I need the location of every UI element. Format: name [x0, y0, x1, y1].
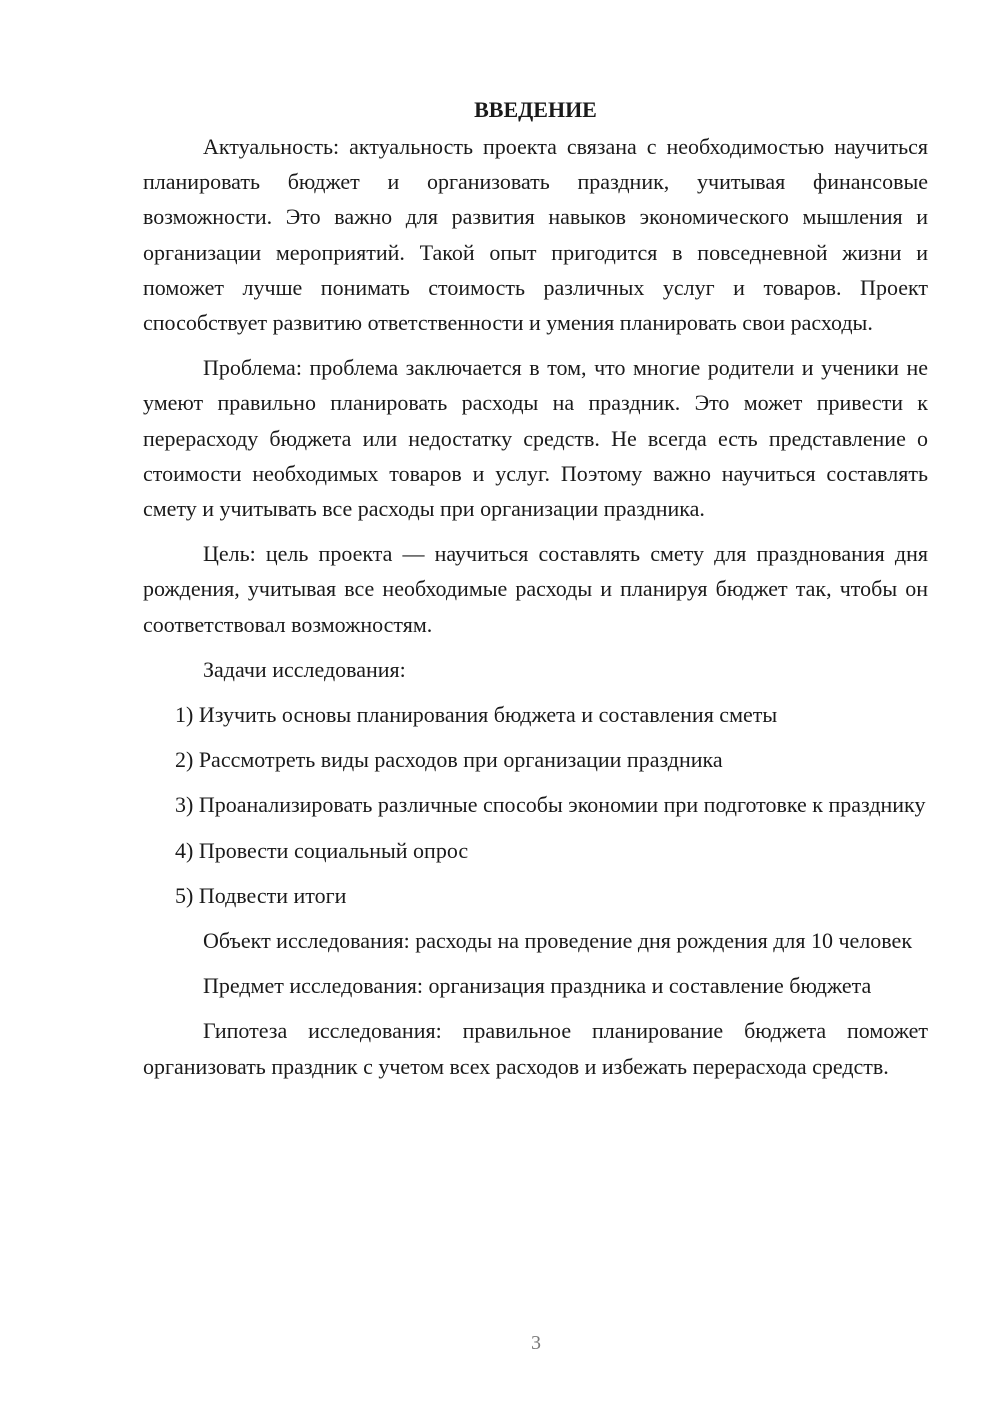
problem-paragraph: Проблема: проблема заключается в том, что многие родители и ученики не умеют правильно планировать расходы на праздник. Это может привести к перерасходу бюджета или недостатку средств. Не всегда есть представление о стоимости необходимых товаров и услуг. Поэтому важно научиться составлять смету и учитывать все расходы при организации праздника. — [143, 355, 928, 522]
goal-paragraph: Цель: цель проекта — научиться составлять смету для празднования дня рождения, учитывая все необходимые расходы и планируя бюджет так, чтобы он соответствовал возможностям. — [143, 541, 928, 637]
tasks-list — [143, 697, 928, 913]
subject-paragraph: Предмет исследования: организация праздника и составление бюджета — [203, 973, 872, 999]
list-item: 3) Проанализировать различные способы экономии при подготовке к празднику — [175, 792, 926, 818]
relevance-paragraph: Актуальность: актуальность проекта связана с необходимостью научиться планировать бюджет и организовать праздник, учитывая финансовые возможности. Это важно для развития навыков экономического мышления и организации мероприятий. Такой опыт пригодится в повседневной жизни и поможет лучше понимать стоимость различных услуг и товаров. Проект способствует развитию ответственности и умения планировать свои расходы. — [143, 134, 928, 336]
list-item: 1) Изучить основы планирования бюджета и составления сметы — [175, 702, 778, 728]
list-item: 5) Подвести итоги — [175, 882, 347, 908]
object-paragraph: Объект исследования: расходы на проведение дня рождения для 10 человек — [203, 928, 913, 954]
hypothesis-paragraph: Гипотеза исследования: правильное планирование бюджета поможет организовать праздник с учетом всех расходов и избежать перерасхода средств. — [143, 1018, 928, 1079]
page-title: ВВЕДЕНИЕ — [474, 97, 597, 122]
page-number: 3 — [531, 1332, 541, 1354]
document-page — [143, 92, 928, 1094]
list-item: 4) Провести социальный опрос — [175, 837, 469, 863]
list-item: 2) Рассмотреть виды расходов при организации праздника — [175, 747, 723, 773]
tasks-heading: Задачи исследования: — [203, 656, 406, 682]
